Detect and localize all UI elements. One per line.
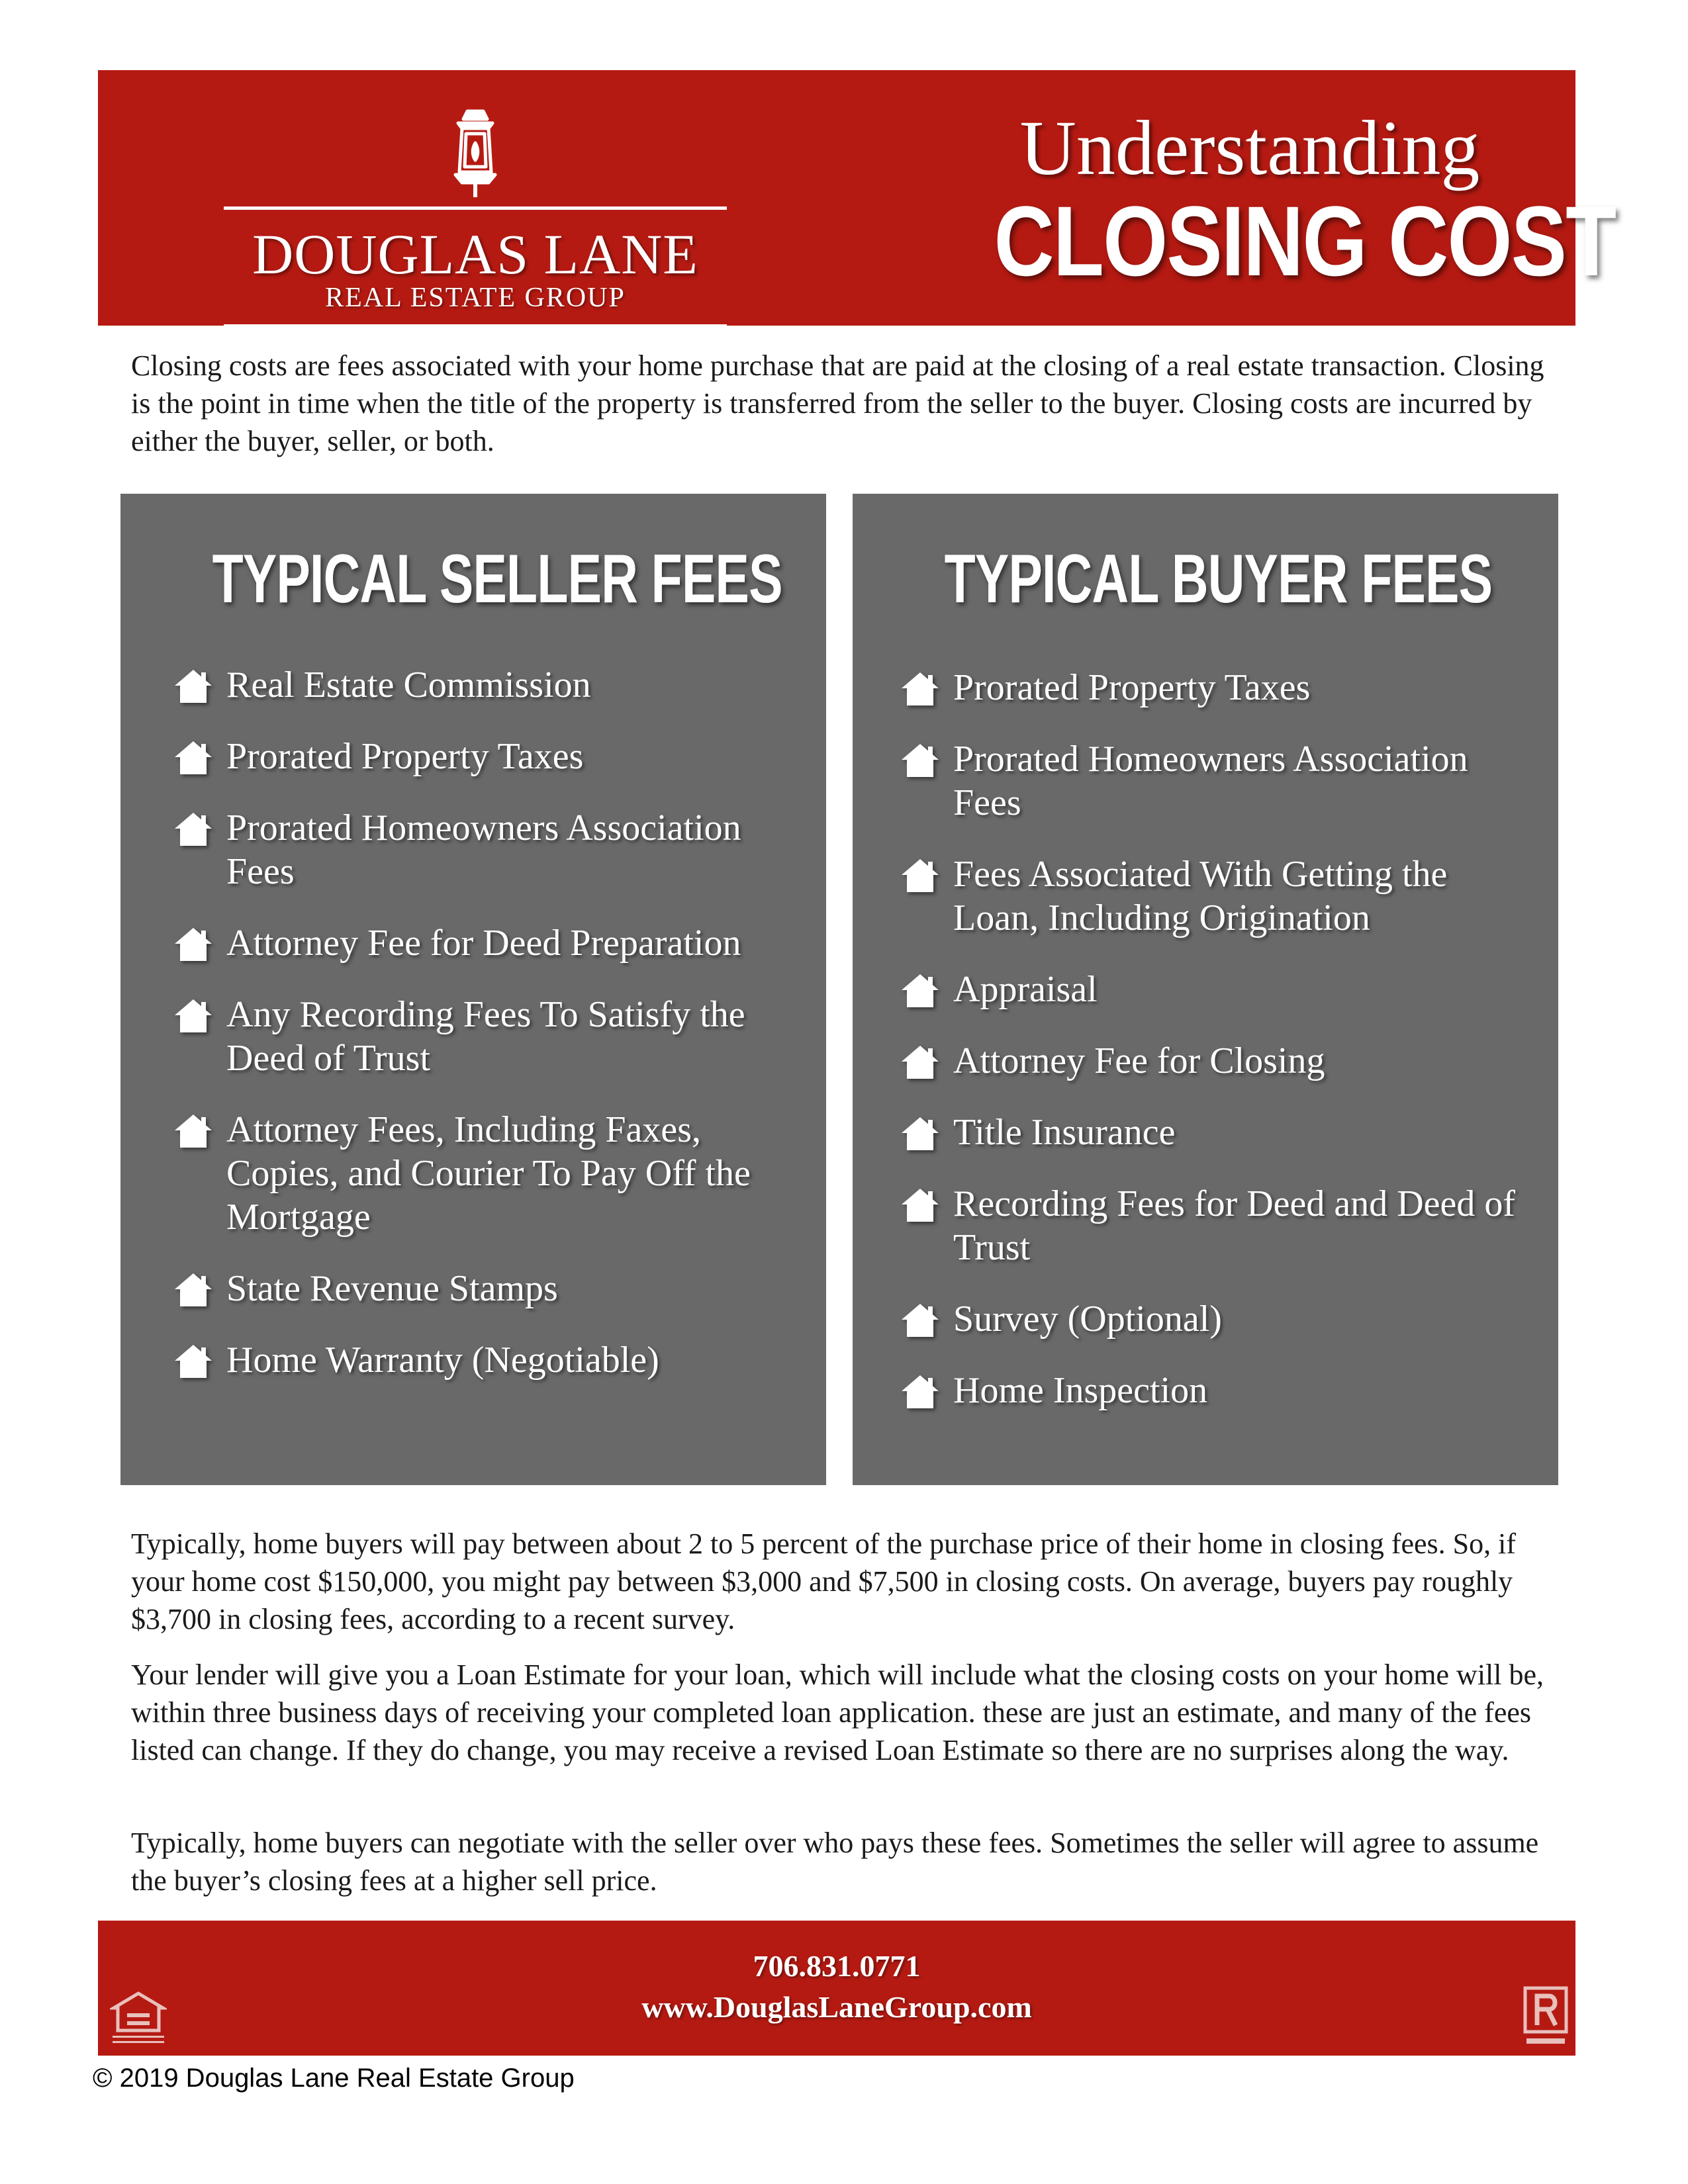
house-icon: [173, 811, 213, 847]
house-icon: [173, 998, 213, 1034]
copyright-notice: © 2019 Douglas Lane Real Estate Group: [93, 2064, 575, 2093]
buyer-fees-panel: [853, 494, 1558, 1485]
list-item: [900, 666, 1536, 709]
house-icon: [173, 1272, 213, 1308]
house-icon: [900, 973, 940, 1009]
fee-label: Home Warranty (Negotiable): [226, 1340, 659, 1381]
footer-banner: [98, 1921, 1575, 2056]
list-item: [900, 1369, 1536, 1412]
fee-label: Fees Associated With Getting the Loan, Including Origination: [953, 854, 1448, 938]
house-icon: [900, 1302, 940, 1338]
body-paragraph-cost-range: Typically, home buyers will pay between about 2 to 5 percent of the purchase price of their home in closing fees. So, if your home cost $150,000, you might pay between $3,000 and $7,500 in closing costs. On average, buyers pay roughly $3,700 in closing fees, according to a recent survey.: [131, 1527, 1516, 1635]
buyer-fees-title: TYPICAL BUYER FEES: [944, 541, 1493, 617]
list-item: [900, 1182, 1536, 1269]
house-icon: [900, 1044, 940, 1080]
fee-label: Attorney Fees, Including Faxes, Copies, and Courier To Pay Off the Mortgage: [226, 1109, 751, 1238]
fee-label: Title Insurance: [953, 1112, 1176, 1153]
fee-label: State Revenue Stamps: [226, 1268, 558, 1309]
header-banner: [98, 70, 1616, 326]
douglas-lane-logo[interactable]: [224, 109, 727, 313]
list-item: [900, 968, 1536, 1011]
logo-divider-bottom: [224, 324, 727, 328]
fee-label: Prorated Property Taxes: [953, 667, 1311, 708]
house-icon: [173, 668, 213, 704]
list-item: [900, 852, 1536, 940]
list-item: [173, 663, 809, 707]
body-paragraph-loan-estimate: Your lender will give you a Loan Estimate for your loan, which will include what the closing costs on your home will be, within three business days of receiving your completed loan application. these are just an estimate, and many of the fees listed can change. If they do change, you may receive a revised Loan Estimate so there are no surprises along the way.: [131, 1659, 1544, 1766]
fee-label: Attorney Fee for Closing: [953, 1040, 1325, 1081]
logo-divider-top: [224, 206, 727, 210]
house-icon: [900, 1374, 940, 1410]
house-icon: [173, 1343, 213, 1379]
house-icon: [173, 927, 213, 962]
list-item: [173, 921, 809, 965]
house-icon: [900, 671, 940, 707]
fee-label: Appraisal: [953, 969, 1098, 1010]
fee-label: Any Recording Fees To Satisfy the Deed of Trust: [226, 994, 745, 1079]
fee-label: Attorney Fee for Deed Preparation: [226, 923, 741, 964]
list-item: [173, 1338, 809, 1382]
fee-label: Home Inspection: [953, 1370, 1208, 1411]
intro-paragraph: Closing costs are fees associated with your home purchase that are paid at the closing of a real estate transaction. Closing is the point in time when the title of the property is transferred from the seller to the buyer. Closing costs are incurred by either the buyer, seller, or both.: [131, 349, 1544, 457]
logo-subtitle: REAL ESTATE GROUP: [325, 283, 626, 313]
title-understanding: Understanding: [1019, 105, 1480, 191]
realtor-icon: [1523, 1985, 1569, 2049]
phone-number[interactable]: 706.831.0771: [753, 1949, 921, 1983]
list-item: [173, 1108, 809, 1239]
house-icon: [900, 1116, 940, 1152]
house-icon: [900, 858, 940, 893]
seller-fees-list: [173, 663, 809, 1410]
logo-name: DOUGLAS LANE: [252, 222, 698, 286]
buyer-fees-list: [900, 666, 1536, 1440]
list-item: [173, 993, 809, 1080]
house-icon: [900, 743, 940, 778]
list-item: [173, 806, 809, 893]
seller-fees-title: TYPICAL SELLER FEES: [212, 541, 782, 617]
list-item: [173, 735, 809, 778]
list-item: [900, 1111, 1536, 1154]
fee-label: Prorated Homeowners Association Fees: [226, 807, 741, 892]
fee-label: Survey (Optional): [953, 1298, 1222, 1340]
list-item: [900, 1297, 1536, 1341]
house-icon: [173, 1113, 213, 1149]
list-item: [900, 1039, 1536, 1083]
fee-label: Real Estate Commission: [226, 664, 591, 705]
title-closing-cost: CLOSING COST: [994, 185, 1616, 296]
house-icon: [173, 740, 213, 776]
fee-label: Prorated Homeowners Association Fees: [953, 739, 1468, 823]
list-item: [900, 737, 1536, 825]
body-paragraph-negotiation: Typically, home buyers can negotiate with the seller over who pays these fees. Sometimes the seller will agree to assume the buyer’s closing fees at a higher sell price.: [131, 1827, 1539, 1897]
house-icon: [900, 1187, 940, 1223]
lamp-icon: [436, 109, 515, 199]
website-link[interactable]: www.DouglasLaneGroup.com: [641, 1990, 1032, 2024]
seller-fees-panel: [120, 494, 826, 1485]
list-item: [173, 1267, 809, 1310]
fee-label: Recording Fees for Deed and Deed of Trust: [953, 1183, 1516, 1268]
fee-label: Prorated Property Taxes: [226, 736, 584, 777]
